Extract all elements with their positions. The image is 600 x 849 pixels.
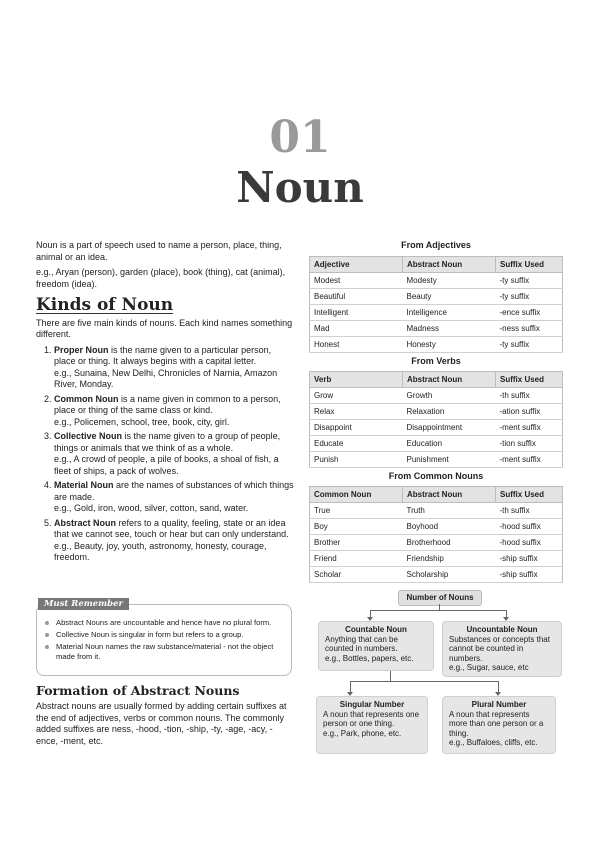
kind-text: refers to a quality, feeling, state or an idea that we cannot see, touch or hear but can only understand. [54,517,289,539]
table-cell: Beautiful [310,289,403,305]
table-row [310,452,563,468]
box-text: Substances or concepts that cannot be counted in numbers. [449,634,550,663]
table-cell: Mad [310,321,403,337]
kind-example: e.g., Sunaina, New Delhi, Chronicles of Narnia, Amazon River, Monday. [54,367,278,389]
box-example: e.g., Park, phone, etc. [323,728,402,738]
must-remember-list [44,618,284,664]
table-cell: Beauty [403,289,496,305]
box-text: A noun that represents more than one person or a thing. [449,709,544,738]
kind-example: e.g., Policemen, school, tree, book, city, girl. [54,416,230,427]
table-cell: Grow [310,388,403,404]
table-title: From Adjectives [401,240,471,250]
connector-line [350,681,498,682]
connector-line [370,610,506,611]
kind-term: Proper Noun [54,344,109,355]
column-header: Abstract Noun [403,487,496,503]
table-cell: Boy [310,519,403,535]
table-cell: Modesty [403,273,496,289]
table-cell: -hood suffix [496,535,563,551]
table-cell: Friendship [403,551,496,567]
table-cell: -ship suffix [496,567,563,583]
column-header: Verb [310,372,403,388]
kind-term: Collective Noun [54,431,123,441]
table-cell: -th suffix [496,503,563,519]
formation-text: Abstract nouns are usually formed by adding certain suffixes at the end of adjectives, verbs or common nouns. The commonly added suffixes are ness, -hood, -tion, -ship, -ty, -age, -acy, -ence, -ment, etc. [36,701,287,746]
table-cell: Honesty [403,337,496,353]
table-cell: Scholar [310,567,403,583]
table-row [310,337,563,353]
table-cell: -th suffix [496,388,563,404]
table-cell: Honest [310,337,403,353]
kind-example: e.g., Gold, iron, wood, silver, cotton, sand, water. [54,503,249,513]
table-header-row [310,372,563,388]
table-title: From Common Nouns [388,471,484,481]
table-cell: Brother [310,535,403,551]
common-nouns-table [309,486,563,583]
column-header: Common Noun [310,487,403,503]
kind-text: is a name given in common to a person, place or thing of the same class or kind. [54,393,281,415]
table-row [310,289,563,305]
table-cell: -hood suffix [496,519,563,535]
chapter-title: Noun [236,163,364,212]
box-title: Singular Number [339,700,405,709]
table-header-row [310,487,563,503]
kind-text: is the name given to a group of people, things or animals that we think of as a whole. [54,431,281,453]
kinds-heading: Kinds of Noun [36,295,174,315]
table-cell: Madness [403,321,496,337]
table-cell: Educate [310,436,403,452]
list-item [54,345,294,391]
kind-term: Material Noun [54,480,114,490]
table-header-row [310,257,563,273]
kind-term: Common Noun [54,393,119,404]
table-cell: Modest [310,273,403,289]
table-cell: Growth [403,388,496,404]
table-cell: -ment suffix [496,420,563,436]
list-item [54,480,294,515]
table-cell: -ence suffix [496,305,563,321]
table-cell: Intelligence [403,305,496,321]
table-cell: -ment suffix [496,452,563,468]
must-remember-tag: Must Remember [38,598,129,610]
box-title: Countable Noun [345,625,407,634]
formation-heading: Formation of Abstract Nouns [36,683,240,698]
table-cell: Intelligent [310,305,403,321]
kind-text: are the names of substances of which things are made. [54,480,294,502]
box-title: Plural Number [471,700,527,709]
table-row [310,388,563,404]
table-row [310,551,563,567]
table-title: From Verbs [411,356,461,366]
column-header: Abstract Noun [403,257,496,273]
table-row [310,436,563,452]
table-cell: -tion suffix [496,436,563,452]
table-row [310,273,563,289]
plural-number-box [442,696,556,754]
table-cell: -ness suffix [496,321,563,337]
intro-definition: Noun is a part of speech used to name a person, place, thing, animal or an idea. [36,240,282,262]
list-item [54,431,294,477]
table-cell: Friend [310,551,403,567]
table-row [310,420,563,436]
table-cell: Disappointment [403,420,496,436]
list-item [54,518,294,564]
left-column [36,240,294,567]
kind-term: Abstract Noun [54,517,117,528]
kinds-list [36,345,294,564]
table-cell: -ation suffix [496,404,563,420]
kinds-lead: There are five main kinds of nouns. Each kind names something different. [36,317,293,339]
box-example: e.g., Buffaloes, cliffs, etc. [449,738,538,747]
table-cell: Relaxation [403,404,496,420]
connector-line [390,671,391,681]
table-cell: -ship suffix [496,551,563,567]
table-cell: True [310,503,403,519]
table-row [310,321,563,337]
column-header: Abstract Noun [403,372,496,388]
column-header: Suffix Used [496,372,563,388]
countable-noun-box [318,621,434,671]
table-cell: Scholarship [403,567,496,583]
adjectives-table [309,256,563,353]
table-row [310,519,563,535]
kind-text: is the name given to a particular person, place or thing. It always begins with a capital letter. [54,344,272,366]
table-cell: Boyhood [403,519,496,535]
box-title: Uncountable Noun [466,625,538,634]
table-cell: Punish [310,452,403,468]
column-header: Suffix Used [496,487,563,503]
uncountable-noun-box [442,621,562,677]
table-cell: Relax [310,404,403,420]
box-example: e.g., Bottles, papers, etc. [325,653,414,663]
singular-number-box [316,696,428,754]
table-cell: Truth [403,503,496,519]
kind-example: e.g., Beauty, joy, youth, astronomy, honesty, courage, freedom. [54,540,267,562]
list-item: Abstract Nouns are uncountable and hence have no plural form. [44,618,284,628]
table-row [310,305,563,321]
table-row [310,567,563,583]
table-row [310,503,563,519]
list-item [54,394,294,429]
intro-example: e.g., Aryan (person), garden (place), book (thing), cat (animal), freedom (idea). [36,267,286,289]
table-cell: Brotherhood [403,535,496,551]
table-cell: -ty suffix [496,289,563,305]
list-item: Material Noun names the raw substance/material - not the object made from it. [44,642,284,662]
box-example: e.g., Sugar, sauce, etc [449,663,529,672]
table-row [310,404,563,420]
diagram-root: Number of Nouns [398,590,482,606]
table-cell: Education [403,436,496,452]
verbs-table [309,371,563,468]
column-header: Adjective [310,257,403,273]
table-cell: -ty suffix [496,337,563,353]
table-row [310,535,563,551]
box-text: A noun that represents one person or one thing. [323,709,420,728]
box-text: Anything that can be counted in numbers. [325,634,398,653]
table-cell: Punishment [403,452,496,468]
list-item: Collective Noun is singular in form but refers to a group. [44,630,284,640]
kind-example: e.g., A crowd of people, a pile of books, a shoal of fish, a fleet of ships, a pack of wolves. [54,454,279,476]
chapter-number: 01 [269,112,331,163]
table-cell: -ty suffix [496,273,563,289]
column-header: Suffix Used [496,257,563,273]
table-cell: Disappoint [310,420,403,436]
